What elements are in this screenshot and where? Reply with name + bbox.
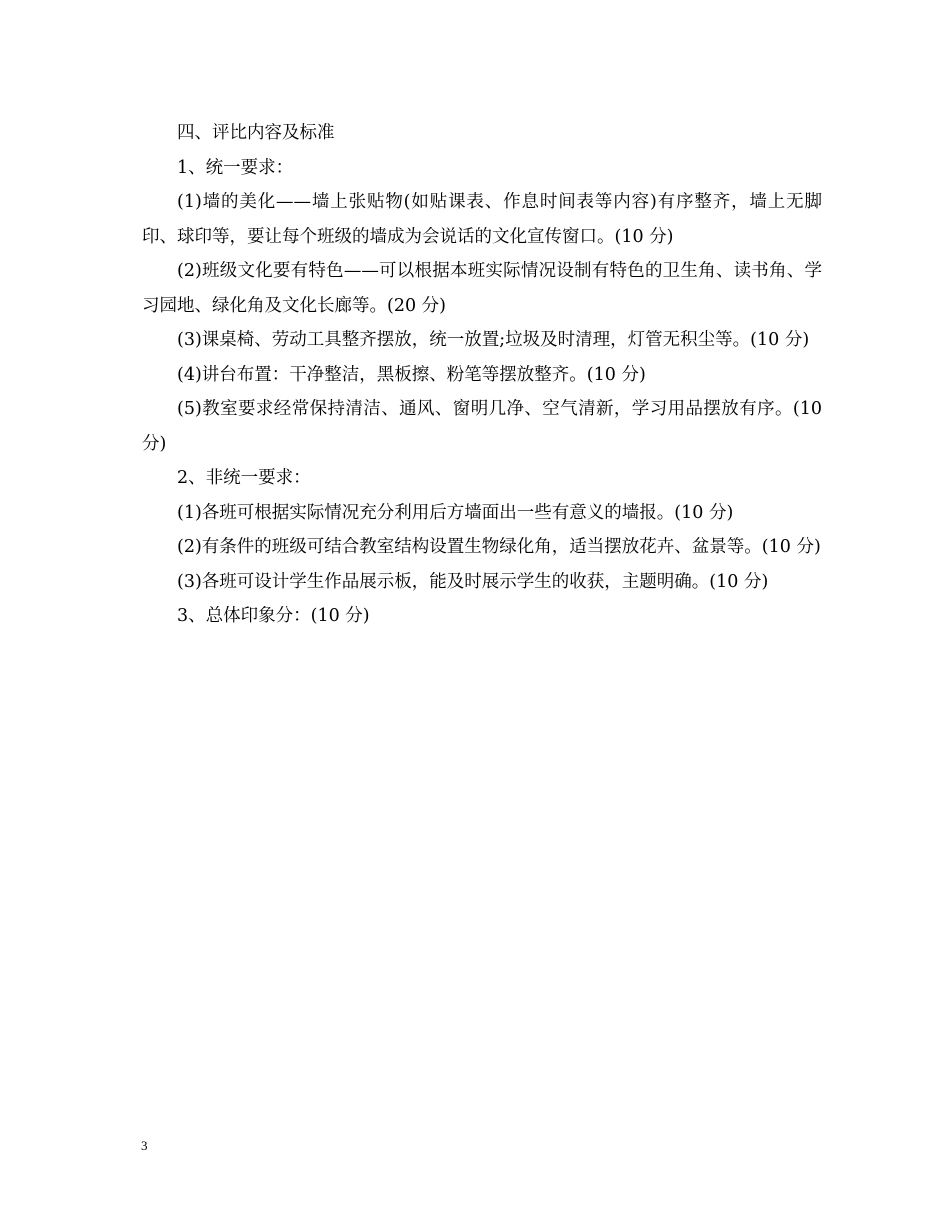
paragraph-item: (2)有条件的班级可结合教室结构设置生物绿化角，适当摆放花卉、盆景等。(10 分) [177,537,821,557]
section-heading: 四、评比内容及标准 [177,123,335,143]
page-number: 3 [141,1138,148,1153]
subsection-heading: 3、总体印象分：(10 分) [177,606,370,626]
paragraph-item: (1)各班可根据实际情况充分利用后方墙面出一些有意义的墙报。(10 分) [177,502,734,523]
paragraph-item: (3)各班可设计学生作品展示板，能及时展示学生的收获，主题明确。(10 分) [177,571,769,592]
paragraph-item: (3)课桌椅、劳动工具整齐摆放，统一放置;垃圾及时清理，灯管无积尘等。(10 分) [177,330,810,350]
paragraph-item: (5)教室要求经常保持清洁、通风、窗明几净、空气清新，学习用品摆放有序。(10 分) [142,399,822,454]
paragraph-item: (2)班级文化要有特色——可以根据本班实际情况设制有特色的卫生角、读书角、学习园地、绿化角及文化长廊等。(20 分) [142,261,822,316]
subsection-heading: 1、统一要求： [177,157,294,178]
document-body [142,116,822,634]
subsection-heading: 2、非统一要求： [177,468,311,488]
paragraph-item: (4)讲台布置：干净整洁，黑板擦、粉笔等摆放整齐。(10 分) [177,364,646,385]
paragraph-item: (1)墙的美化——墙上张贴物(如贴课表、作息时间表等内容)有序整齐，墙上无脚印、球印等，要让每个班级的墙成为会说话的文化宣传窗口。(10 分) [142,192,822,247]
